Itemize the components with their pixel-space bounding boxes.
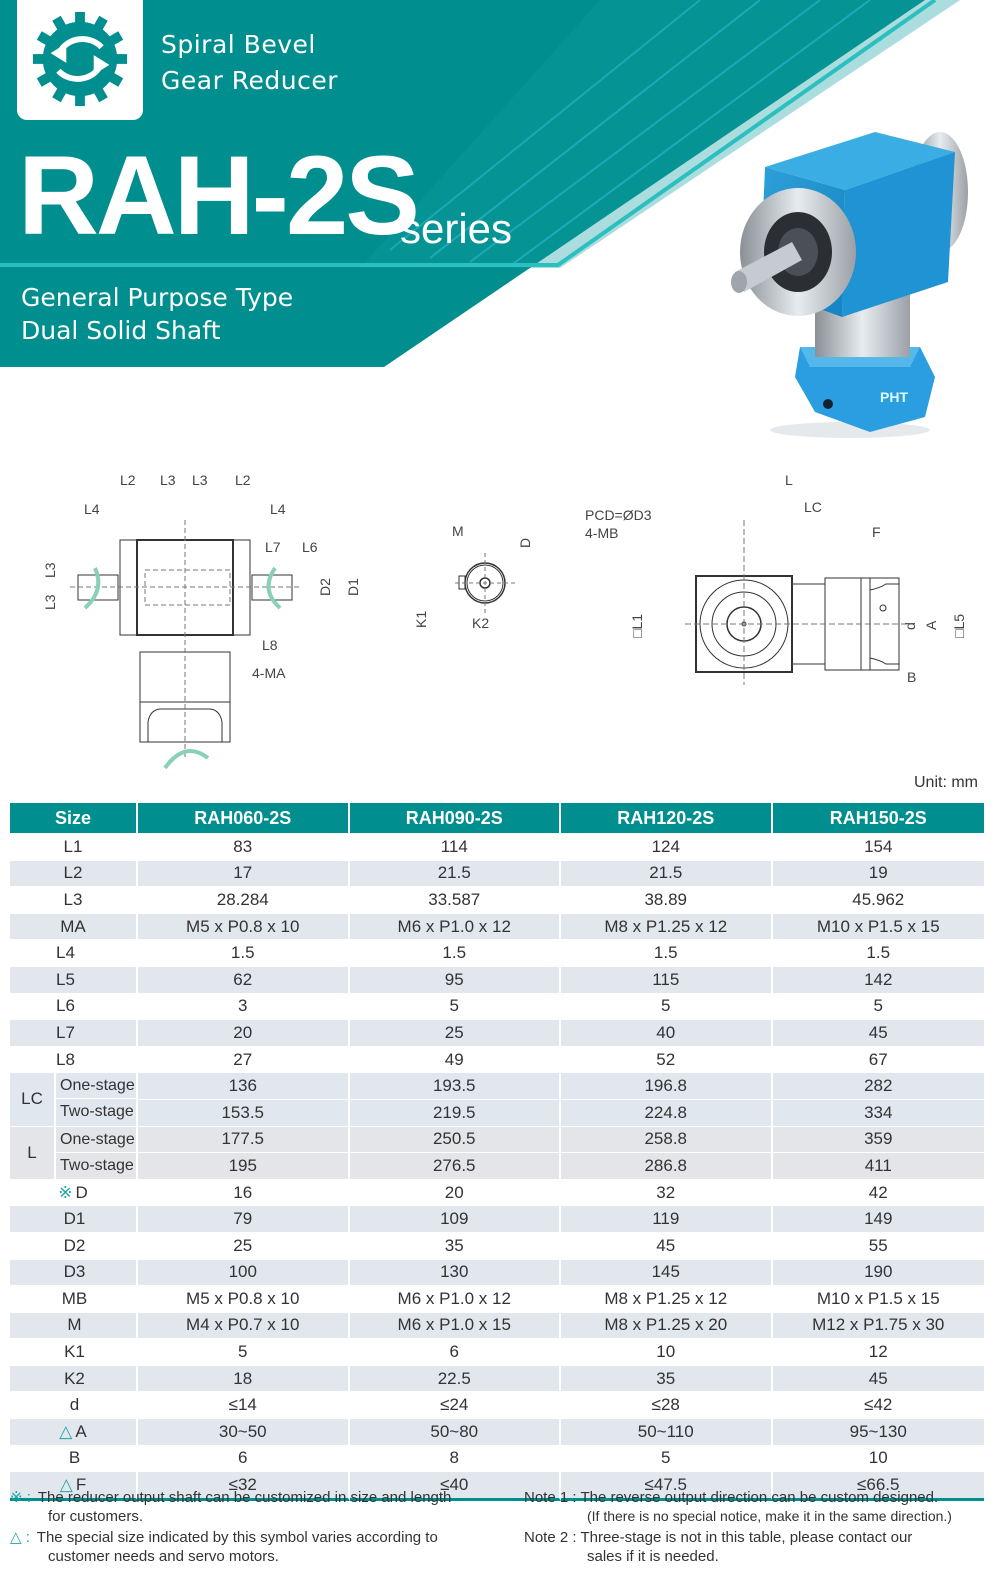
dim-label: L3 [192, 472, 208, 488]
dim-label: □L5 [951, 613, 967, 638]
table-cell: 1.5 [773, 939, 985, 966]
table-row [10, 1312, 984, 1339]
table-cell: 154 [773, 833, 985, 860]
table-cell: 6 [138, 1445, 350, 1472]
table-cell: M12 x P1.75 x 30 [773, 1312, 985, 1339]
header-banner [0, 0, 1000, 450]
table-cell: 50~110 [561, 1418, 773, 1445]
table-cell: 109 [350, 1205, 562, 1232]
table-row [10, 966, 984, 993]
table-cell: 52 [561, 1046, 773, 1073]
front-view-drawing [40, 460, 370, 780]
table-cell: 224.8 [561, 1099, 773, 1126]
unit-label: Unit: mm [914, 774, 978, 791]
table-cell: 219.5 [350, 1099, 562, 1126]
table-row [10, 833, 984, 860]
side-view-drawing [570, 460, 990, 700]
table-cell: 10 [561, 1338, 773, 1365]
dim-label: d [902, 622, 918, 630]
note-1: Note 1 : The reverse output direction can be custom designed. (If there is no special notice, make it in the same direction.) [524, 1489, 952, 1524]
shaft-end-drawing [400, 500, 560, 650]
table-cell: 62 [138, 966, 350, 993]
table-row [10, 1391, 984, 1418]
table-cell: 32 [561, 1179, 773, 1206]
dim-label: L2 [235, 472, 251, 488]
table-row [10, 1152, 984, 1179]
asterisk-mark-icon: ※ [58, 1182, 73, 1202]
table-cell: 5 [561, 993, 773, 1020]
table-cell: M8 x P1.25 x 12 [561, 1285, 773, 1312]
row-label: B [10, 1445, 138, 1472]
table-cell: 130 [350, 1259, 562, 1286]
table-row [10, 1046, 984, 1073]
dim-label: 4-MA [252, 665, 286, 681]
table-cell: 25 [138, 1232, 350, 1259]
table-cell: 119 [561, 1205, 773, 1232]
product-brand-logo: PHT [880, 389, 908, 405]
table-cell: 27 [138, 1046, 350, 1073]
dim-label: L4 [270, 501, 286, 517]
table-cell: 25 [350, 1019, 562, 1046]
table-cell: 1.5 [561, 939, 773, 966]
table-row [10, 913, 984, 940]
table-row [10, 1365, 984, 1392]
table-row [10, 860, 984, 887]
dim-label: LC [804, 499, 822, 515]
triangle-mark-icon: △ [59, 1475, 73, 1495]
header-model: RAH120-2S [561, 803, 773, 833]
table-cell: 334 [773, 1099, 985, 1126]
dim-label: D [517, 537, 533, 548]
row-label: D1 [10, 1205, 138, 1232]
series-label: series [400, 205, 513, 252]
table-cell: 190 [773, 1259, 985, 1286]
dim-label: PCD=ØD3 [585, 507, 652, 523]
dim-label: K1 [413, 610, 429, 628]
table-cell: 45 [773, 1019, 985, 1046]
table-cell: 8 [350, 1445, 562, 1472]
dim-label: L2 [120, 472, 136, 488]
table-cell: 1.5 [138, 939, 350, 966]
description-line2: Dual Solid Shaft [21, 316, 221, 345]
table-cell: ≤40 [350, 1471, 562, 1501]
table-cell: 115 [561, 966, 773, 993]
notes-right [524, 1488, 994, 1566]
triangle-mark-icon: △ : [10, 1529, 30, 1546]
row-label: D3 [10, 1259, 138, 1286]
table-cell: ≤14 [138, 1391, 350, 1418]
table-cell: 95~130 [773, 1418, 985, 1445]
table-cell: M5 x P0.8 x 10 [138, 913, 350, 940]
lc-group-cell: LC One-stage Two-stage [10, 1072, 138, 1125]
table-cell: 35 [350, 1232, 562, 1259]
table-cell: 5 [138, 1338, 350, 1365]
table-cell: 79 [138, 1205, 350, 1232]
subtitle-line1: Spiral Bevel [161, 30, 316, 59]
row-label: L1 [10, 833, 138, 860]
row-label: L [10, 1127, 56, 1179]
header-model: RAH150-2S [773, 803, 985, 833]
dim-label: A [923, 620, 939, 630]
row-label: ※ D [10, 1179, 138, 1206]
table-row [10, 1099, 984, 1126]
table-cell: 17 [138, 860, 350, 887]
table-cell: 124 [561, 833, 773, 860]
table-cell: ≤47.5 [561, 1471, 773, 1501]
table-cell: 20 [350, 1179, 562, 1206]
dim-label: F [872, 524, 881, 540]
table-cell: 149 [773, 1205, 985, 1232]
table-cell: 30~50 [138, 1418, 350, 1445]
dim-label: L3 [42, 594, 58, 610]
table-cell: 12 [773, 1338, 985, 1365]
table-cell: 114 [350, 833, 562, 860]
table-cell: 22.5 [350, 1365, 562, 1392]
table-cell: 28.284 [138, 886, 350, 913]
row-label: △ A [10, 1418, 138, 1445]
table-cell: 5 [561, 1445, 773, 1472]
table-row [10, 1019, 984, 1046]
table-cell: M4 x P0.7 x 10 [138, 1312, 350, 1339]
dim-label: L8 [262, 637, 278, 653]
table-cell: 100 [138, 1259, 350, 1286]
table-cell: 5 [773, 993, 985, 1020]
table-cell: 3 [138, 993, 350, 1020]
row-label: MA [10, 913, 138, 940]
table-cell: 55 [773, 1232, 985, 1259]
table-row [10, 1205, 984, 1232]
table-cell: 10 [773, 1445, 985, 1472]
note-2: Note 2 : Three-stage is not in this table, please contact our sales if it is needed. [524, 1529, 913, 1565]
table-cell: 177.5 [138, 1126, 350, 1153]
table-cell: 258.8 [561, 1126, 773, 1153]
note-customizable: ※ : The reducer output shaft can be customized in size and length for customers. [10, 1489, 452, 1525]
table-cell: 276.5 [350, 1152, 562, 1179]
notes-left [10, 1488, 500, 1566]
row-label: L6 [10, 993, 138, 1020]
table-cell: 67 [773, 1046, 985, 1073]
table-row [10, 1232, 984, 1259]
row-label: K1 [10, 1338, 138, 1365]
dim-label: K2 [472, 615, 490, 631]
table-cell: 16 [138, 1179, 350, 1206]
table-row [10, 1445, 984, 1472]
table-row [10, 939, 984, 966]
page-title: RAH-2S [18, 133, 417, 258]
table-cell: 136 [138, 1072, 350, 1099]
asterisk-mark-icon: ※ : [10, 1489, 31, 1506]
table-row [10, 1179, 984, 1206]
row-label: L5 [10, 966, 138, 993]
table-cell: 250.5 [350, 1126, 562, 1153]
table-cell: 195 [138, 1152, 350, 1179]
table-cell: 45 [773, 1365, 985, 1392]
dim-label: L3 [160, 472, 176, 488]
row-label: L7 [10, 1019, 138, 1046]
table-cell: M8 x P1.25 x 12 [561, 913, 773, 940]
table-cell: 45.962 [773, 886, 985, 913]
l-group-cell: L One-stage Two-stage [10, 1126, 138, 1179]
table-cell: 282 [773, 1072, 985, 1099]
table-cell: M10 x P1.5 x 15 [773, 913, 985, 940]
table-cell: ≤66.5 [773, 1471, 985, 1501]
subtitle-line2: Gear Reducer [161, 66, 339, 95]
table-cell: M6 x P1.0 x 12 [350, 913, 562, 940]
table-cell: M8 x P1.25 x 20 [561, 1312, 773, 1339]
product-image [720, 112, 980, 442]
table-row [10, 886, 984, 913]
table-row [10, 1418, 984, 1445]
table-cell: 5 [350, 993, 562, 1020]
rotation-arrow-icon [85, 568, 280, 768]
table-cell: 38.89 [561, 886, 773, 913]
dim-label: 4-MB [585, 525, 619, 541]
dim-label: D1 [345, 578, 361, 596]
table-cell: 18 [138, 1365, 350, 1392]
dim-label: □L1 [629, 613, 645, 638]
header-model: RAH090-2S [350, 803, 562, 833]
row-label: L8 [10, 1046, 138, 1073]
row-label: MB [10, 1285, 138, 1312]
table-cell: 50~80 [350, 1418, 562, 1445]
row-label: L4 [10, 939, 138, 966]
description-line1: General Purpose Type [21, 283, 294, 312]
table-cell: 286.8 [561, 1152, 773, 1179]
table-cell: 83 [138, 833, 350, 860]
spec-table [10, 803, 984, 1501]
row-label: △ F [10, 1471, 138, 1501]
table-cell: 21.5 [350, 860, 562, 887]
row-label: L2 [10, 860, 138, 887]
table-row [10, 993, 984, 1020]
table-cell: 20 [138, 1019, 350, 1046]
table-cell: ≤24 [350, 1391, 562, 1418]
table-cell: 153.5 [138, 1099, 350, 1126]
table-cell: ≤42 [773, 1391, 985, 1418]
row-label: K2 [10, 1365, 138, 1392]
row-label: M [10, 1312, 138, 1339]
table-cell: M6 x P1.0 x 12 [350, 1285, 562, 1312]
table-cell: 6 [350, 1338, 562, 1365]
table-cell: 35 [561, 1365, 773, 1392]
dim-label: M [452, 523, 464, 539]
table-cell: M10 x P1.5 x 15 [773, 1285, 985, 1312]
header-size: Size [10, 803, 138, 833]
dim-label: L3 [42, 562, 58, 578]
note-special-size: △ : The special size indicated by this symbol varies according to customer needs and servo motors. [10, 1529, 438, 1565]
dim-label: D2 [317, 578, 333, 596]
table-cell: 193.5 [350, 1072, 562, 1099]
table-cell: M6 x P1.0 x 15 [350, 1312, 562, 1339]
table-cell: 1.5 [350, 939, 562, 966]
table-cell: 142 [773, 966, 985, 993]
table-cell: ≤32 [138, 1471, 350, 1501]
table-row [10, 1072, 984, 1099]
table-cell: 95 [350, 966, 562, 993]
logo [17, 0, 143, 120]
table-cell: 411 [773, 1152, 985, 1179]
header-model: RAH060-2S [138, 803, 350, 833]
table-cell: ≤28 [561, 1391, 773, 1418]
table-cell: 40 [561, 1019, 773, 1046]
table-header-row [10, 803, 984, 833]
table-row [10, 1126, 984, 1153]
table-row [10, 1259, 984, 1286]
row-label: LC [10, 1073, 56, 1125]
table-row [10, 1285, 984, 1312]
row-label: L3 [10, 886, 138, 913]
gear-refresh-icon [31, 10, 129, 108]
table-cell: 359 [773, 1126, 985, 1153]
dim-label: L6 [302, 539, 318, 555]
table-row [10, 1338, 984, 1365]
table-cell: 49 [350, 1046, 562, 1073]
table-cell: 21.5 [561, 860, 773, 887]
table-cell: 19 [773, 860, 985, 887]
row-label: D2 [10, 1232, 138, 1259]
dim-label: L4 [84, 501, 100, 517]
dim-label: L7 [265, 539, 281, 555]
triangle-mark-icon: △ [59, 1421, 73, 1441]
table-cell: 45 [561, 1232, 773, 1259]
table-cell: 145 [561, 1259, 773, 1286]
dim-label: L [785, 472, 793, 488]
table-cell: M5 x P0.8 x 10 [138, 1285, 350, 1312]
table-cell: 196.8 [561, 1072, 773, 1099]
table-cell: 33.587 [350, 886, 562, 913]
row-label: d [10, 1391, 138, 1418]
table-cell: 42 [773, 1179, 985, 1206]
dim-label: B [907, 669, 917, 685]
